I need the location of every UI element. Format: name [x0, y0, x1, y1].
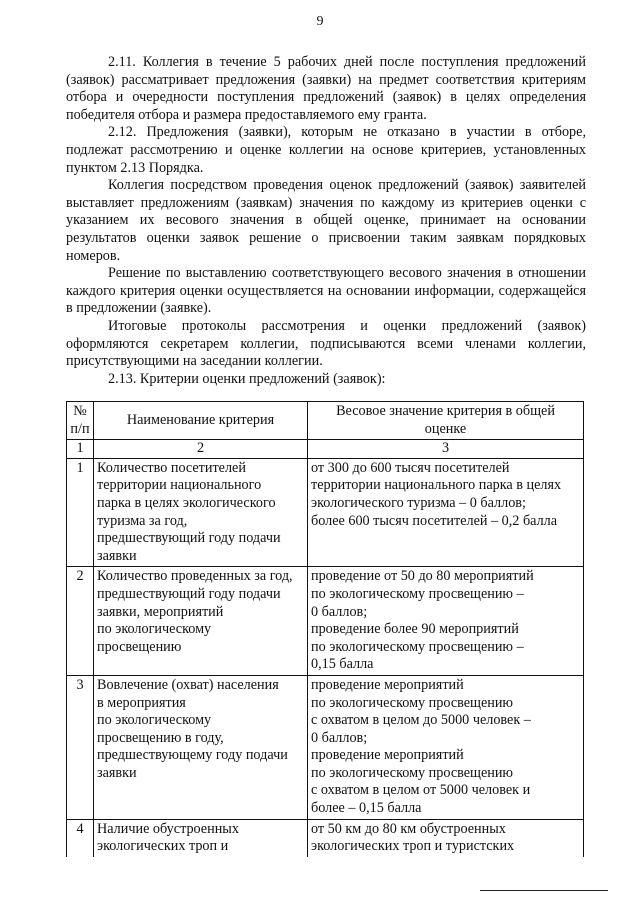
- body-text: [66, 54, 586, 388]
- criterion-weight-line: от 300 до 600 тысяч посетителей: [311, 459, 510, 476]
- header-num-line: п/п: [70, 420, 90, 437]
- row-number: 4: [67, 819, 94, 857]
- table-row: [67, 675, 584, 819]
- criterion-name-line: туризма за год,: [97, 512, 188, 529]
- criterion-name-line: Наличие обустроенных: [97, 820, 239, 837]
- criterion-weight: [308, 567, 584, 676]
- page-number: 9: [316, 14, 324, 29]
- index-cell: 2: [94, 440, 308, 459]
- criterion-weight-line: 0 баллов;: [311, 729, 368, 746]
- table-row: [67, 567, 584, 676]
- table-header-row: [67, 402, 584, 440]
- paragraph-evaluation: Коллегия посредством проведения оценок предложений (заявок) заявителей выставляет предложениям (заявкам) значения по каждому из критериев оценки с указанием их весового значения в общей оценке, принимает на основании результатов оценки заявок решение о присвоении таким заявкам порядковых номеров.: [66, 177, 586, 264]
- criterion-weight-line: более 600 тысяч посетителей – 0,2 балла: [311, 512, 558, 529]
- criterion-name-line: территории национального: [97, 477, 262, 494]
- criterion-name-line: Количество проведенных за год,: [97, 568, 293, 585]
- criterion-name: [94, 819, 308, 857]
- criterion-weight: [308, 458, 584, 567]
- criterion-name-line: заявки: [97, 547, 137, 564]
- criterion-weight-line: по экологическому просвещению –: [311, 585, 524, 602]
- header-value-line: Весовое значение критерия в общей: [336, 403, 555, 419]
- criterion-name: [94, 458, 308, 567]
- header-name: Наименование критерия: [94, 402, 308, 440]
- criterion-name-line: заявки, мероприятий: [97, 603, 224, 620]
- criterion-weight: [308, 675, 584, 819]
- index-cell: 3: [308, 440, 584, 459]
- criterion-name-line: по экологическому: [97, 621, 212, 638]
- criterion-name: [94, 567, 308, 676]
- criterion-weight-line: проведение мероприятий: [311, 747, 464, 764]
- header-num: [67, 402, 94, 440]
- criterion-name-line: экологических троп и: [97, 838, 229, 855]
- criterion-weight-line: с охватом в целом до 5000 человек –: [311, 712, 531, 729]
- criterion-weight-line: 0,15 балла: [311, 656, 374, 673]
- criterion-weight-line: проведение мероприятий: [311, 676, 464, 693]
- row-number: 1: [67, 458, 94, 567]
- table-row: [67, 458, 584, 567]
- criterion-weight-line: экологических троп и туристских: [311, 838, 515, 855]
- criterion-weight-line: с охватом в целом от 5000 человек и: [311, 782, 531, 799]
- header-num-line: №: [73, 403, 87, 419]
- criterion-weight-line: более – 0,15 балла: [311, 800, 422, 817]
- criterion-weight-line: проведение от 50 до 80 мероприятий: [311, 568, 534, 585]
- criterion-name-line: просвещению: [97, 638, 182, 655]
- criterion-weight: [308, 819, 584, 857]
- row-number: 2: [67, 567, 94, 676]
- index-cell: 1: [67, 440, 94, 459]
- criterion-weight-line: по экологическому просвещению: [311, 694, 514, 711]
- row-number: 3: [67, 675, 94, 819]
- paragraph-protocols: Итоговые протоколы рассмотрения и оценки предложений (заявок) оформляются секретарем коллегии, подписываются всеми членами коллегии, присутствующими на заседании коллегии.: [66, 317, 586, 370]
- criterion-name-line: заявки: [97, 764, 137, 781]
- paragraph-2-12: 2.12. Предложения (заявки), которым не отказано в участии в отборе, подлежат рассмотрению и оценке коллегии на основе критериев, установленных пунктом 2.13 Порядка.: [66, 124, 586, 176]
- criterion-name-line: предшествующий году подачи: [97, 530, 281, 547]
- criterion-name-line: предшествующий году подачи: [97, 585, 281, 602]
- criterion-name-line: по экологическому: [97, 712, 212, 729]
- criterion-name-line: парка в целях экологического: [97, 494, 276, 511]
- criterion-weight-line: 0 баллов;: [311, 603, 368, 620]
- criterion-name-line: Вовлечение (охват) населения: [97, 676, 279, 693]
- paragraph-2-13: 2.13. Критерии оценки предложений (заявок):: [108, 370, 386, 387]
- paragraph-decision: Решение по выставлению соответствующего весового значения в отношении каждого критерия оценки осуществляется на основании информации, содержащейся в предложении (заявке).: [66, 265, 586, 317]
- criterion-weight-line: экологического туризма – 0 баллов;: [311, 494, 526, 511]
- criterion-name-line: просвещению в году,: [97, 729, 224, 746]
- criterion-weight-line: территории национального парка в целях: [311, 477, 562, 494]
- table-row: [67, 819, 584, 857]
- table-index-row: [67, 440, 584, 459]
- paragraph-2-11: 2.11. Коллегия в течение 5 рабочих дней после поступления предложений (заявок) рассматривает предложения (заявки) на предмет соответствия критериям отбора и очередности поступления предложений (заявок) в целях определения победителя отбора и размера предоставляемого ему гранта.: [66, 54, 586, 123]
- criterion-name-line: предшествующему году подачи: [97, 747, 288, 764]
- criterion-name-line: Количество посетителей: [97, 459, 246, 476]
- criterion-weight-line: по экологическому просвещению: [311, 764, 514, 781]
- criterion-weight-line: от 50 км до 80 км обустроенных: [311, 820, 506, 837]
- criterion-name-line: в мероприятия: [97, 694, 186, 711]
- header-value-line: оценке: [424, 420, 467, 437]
- criterion-weight-line: по экологическому просвещению –: [311, 638, 524, 655]
- criterion-weight-line: проведение более 90 мероприятий: [311, 621, 519, 638]
- criteria-table: [66, 401, 584, 857]
- header-value: [308, 402, 584, 440]
- footer-rule: [480, 890, 608, 891]
- criterion-name: [94, 675, 308, 819]
